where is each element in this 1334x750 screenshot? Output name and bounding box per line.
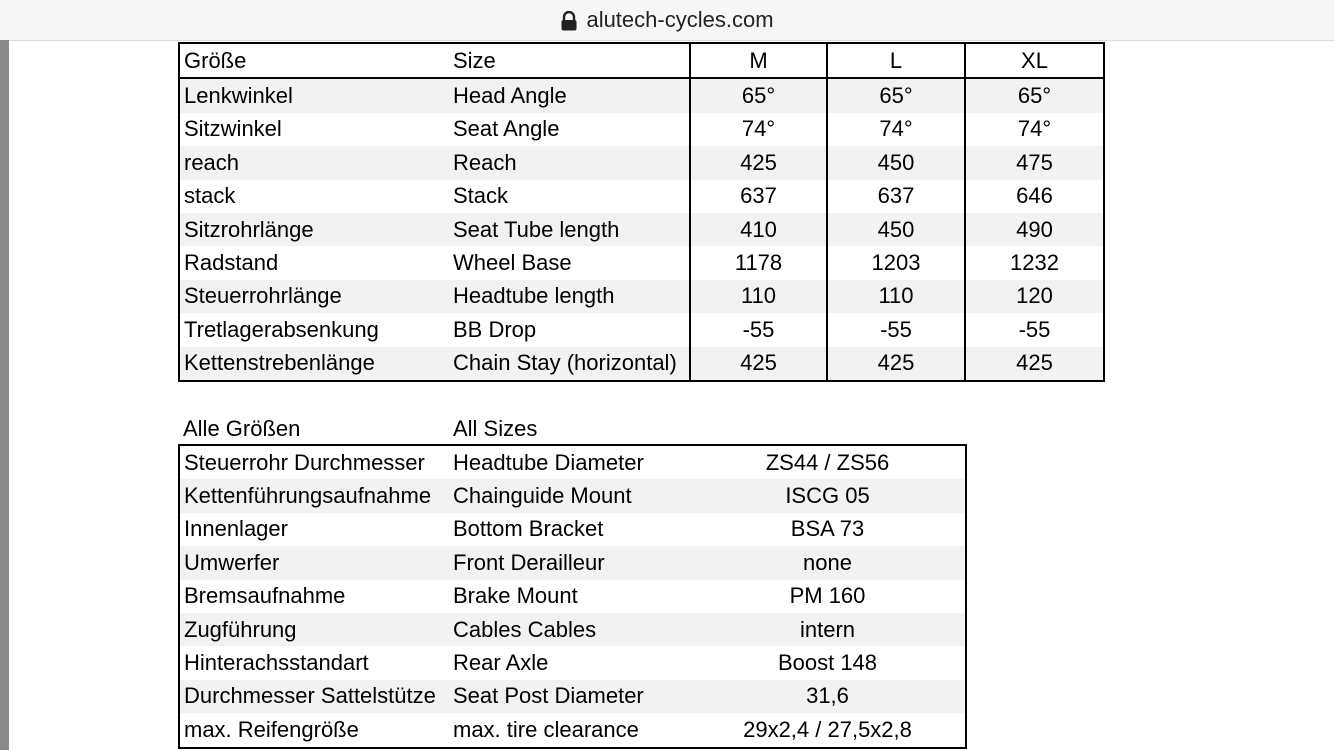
lock-icon xyxy=(560,11,578,31)
cell-de: Bremsaufnahme xyxy=(184,583,346,609)
cell-en: max. tire clearance xyxy=(453,716,639,742)
cell-de: max. Reifengröße xyxy=(184,716,359,742)
address-bar[interactable] xyxy=(0,0,1334,41)
cell-m: 425 xyxy=(690,146,827,179)
table-row xyxy=(179,546,966,579)
url-text: alutech-cycles.com xyxy=(586,7,774,32)
cell-xl: 646 xyxy=(965,180,1104,213)
cell-value: ISCG 05 xyxy=(690,479,966,512)
table-row xyxy=(179,479,966,512)
table-row xyxy=(179,146,1104,179)
cell-en: Bottom Bracket xyxy=(453,516,604,542)
all-sizes-heading-en: All Sizes xyxy=(453,416,538,441)
table-row xyxy=(179,513,966,546)
header-en: Size xyxy=(449,43,690,78)
cell-en: Cables Cables xyxy=(449,613,690,646)
cell-xl: 475 xyxy=(965,146,1104,179)
cell-de: Hinterachsstandart xyxy=(184,650,369,676)
table-row xyxy=(179,280,1104,313)
table-row xyxy=(179,613,966,646)
cell-de: Steuerrohr Durchmesser xyxy=(184,449,425,475)
cell-de: Radstand xyxy=(184,250,279,276)
cell-value: ZS44 / ZS56 xyxy=(765,449,890,475)
cell-l: 637 xyxy=(827,180,965,213)
cell-en: Chainguide Mount xyxy=(449,479,690,512)
table-row xyxy=(179,246,1104,279)
cell-en: Head Angle xyxy=(449,78,690,112)
cell-l: 65° xyxy=(827,78,965,112)
cell-l: 1203 xyxy=(827,246,965,279)
table-row xyxy=(179,445,966,479)
cell-en: Seat Post Diameter xyxy=(449,680,690,713)
cell-de: Umwerfer xyxy=(179,546,449,579)
cell-value: 31,6 xyxy=(690,680,966,713)
cell-xl: 425 xyxy=(965,347,1104,381)
cell-m: 410 xyxy=(690,213,827,246)
cell-de: Kettenführungsaufnahme xyxy=(179,479,449,512)
table-row xyxy=(179,213,1104,246)
all-sizes-heading xyxy=(178,410,965,443)
cell-value: PM 160 xyxy=(789,583,866,609)
cell-de: Sitzrohrlänge xyxy=(179,213,449,246)
all-sizes-heading-de: Alle Größen xyxy=(183,416,301,441)
cell-value: Boost 148 xyxy=(777,650,878,676)
cell-de: Lenkwinkel xyxy=(179,78,449,112)
cell-de: Sitzwinkel xyxy=(184,116,282,142)
table-row xyxy=(179,113,1104,146)
header-de: Größe xyxy=(179,43,449,78)
table-row xyxy=(179,646,966,679)
geometry-header-row xyxy=(179,43,1104,78)
cell-m: 110 xyxy=(690,280,827,313)
cell-en: Brake Mount xyxy=(453,583,578,609)
cell-value: intern xyxy=(690,613,966,646)
table-row xyxy=(179,347,1104,381)
cell-xl: 1232 xyxy=(965,246,1104,279)
cell-en: BB Drop xyxy=(453,316,537,342)
cell-en: Reach xyxy=(449,146,690,179)
cell-l: -55 xyxy=(827,313,965,346)
header-size-m: M xyxy=(690,43,827,78)
cell-m: 1178 xyxy=(690,246,827,279)
geometry-table xyxy=(178,42,1105,382)
cell-en: Chain Stay (horizontal) xyxy=(449,347,690,381)
cell-en: Front Derailleur xyxy=(449,546,690,579)
table-row xyxy=(179,713,966,747)
cell-de: Durchmesser Sattelstütze xyxy=(179,680,449,713)
cell-m: -55 xyxy=(690,313,827,346)
cell-en: Headtube length xyxy=(449,280,690,313)
cell-de: Kettenstrebenlänge xyxy=(179,347,449,381)
page-scroll-edge xyxy=(0,40,9,750)
cell-de: Tretlagerabsenkung xyxy=(184,316,379,342)
table-row xyxy=(179,78,1104,112)
all-sizes-table xyxy=(178,444,967,749)
cell-m: 425 xyxy=(690,347,827,381)
cell-value: BSA 73 xyxy=(790,516,865,542)
cell-m: 637 xyxy=(690,180,827,213)
cell-xl: -55 xyxy=(965,313,1104,346)
header-size-l: L xyxy=(827,43,965,78)
cell-xl: 65° xyxy=(965,78,1104,112)
cell-de: reach xyxy=(179,146,449,179)
table-row xyxy=(179,313,1104,346)
cell-l: 110 xyxy=(827,280,965,313)
cell-de: Innenlager xyxy=(184,516,288,542)
cell-de: Steuerrohrlänge xyxy=(179,280,449,313)
cell-l: 74° xyxy=(827,113,965,146)
cell-xl: 490 xyxy=(965,213,1104,246)
table-row xyxy=(179,580,966,613)
cell-m: 65° xyxy=(690,78,827,112)
cell-de: stack xyxy=(184,183,236,209)
cell-en: Headtube Diameter xyxy=(453,449,644,475)
cell-de: Zugführung xyxy=(179,613,449,646)
cell-en: Seat Tube length xyxy=(449,213,690,246)
cell-m: 74° xyxy=(690,113,827,146)
table-row xyxy=(179,180,1104,213)
cell-l: 450 xyxy=(827,213,965,246)
cell-en: Wheel Base xyxy=(453,250,572,276)
cell-value: none xyxy=(690,546,966,579)
cell-en: Seat Angle xyxy=(453,116,560,142)
cell-l: 425 xyxy=(827,347,965,381)
table-row xyxy=(179,680,966,713)
header-size-xl: XL xyxy=(965,43,1104,78)
cell-value: 29x2,4 / 27,5x2,8 xyxy=(743,716,912,742)
cell-xl: 74° xyxy=(965,113,1104,146)
cell-en: Rear Axle xyxy=(453,650,549,676)
cell-l: 450 xyxy=(827,146,965,179)
cell-en: Stack xyxy=(453,183,509,209)
cell-xl: 120 xyxy=(965,280,1104,313)
